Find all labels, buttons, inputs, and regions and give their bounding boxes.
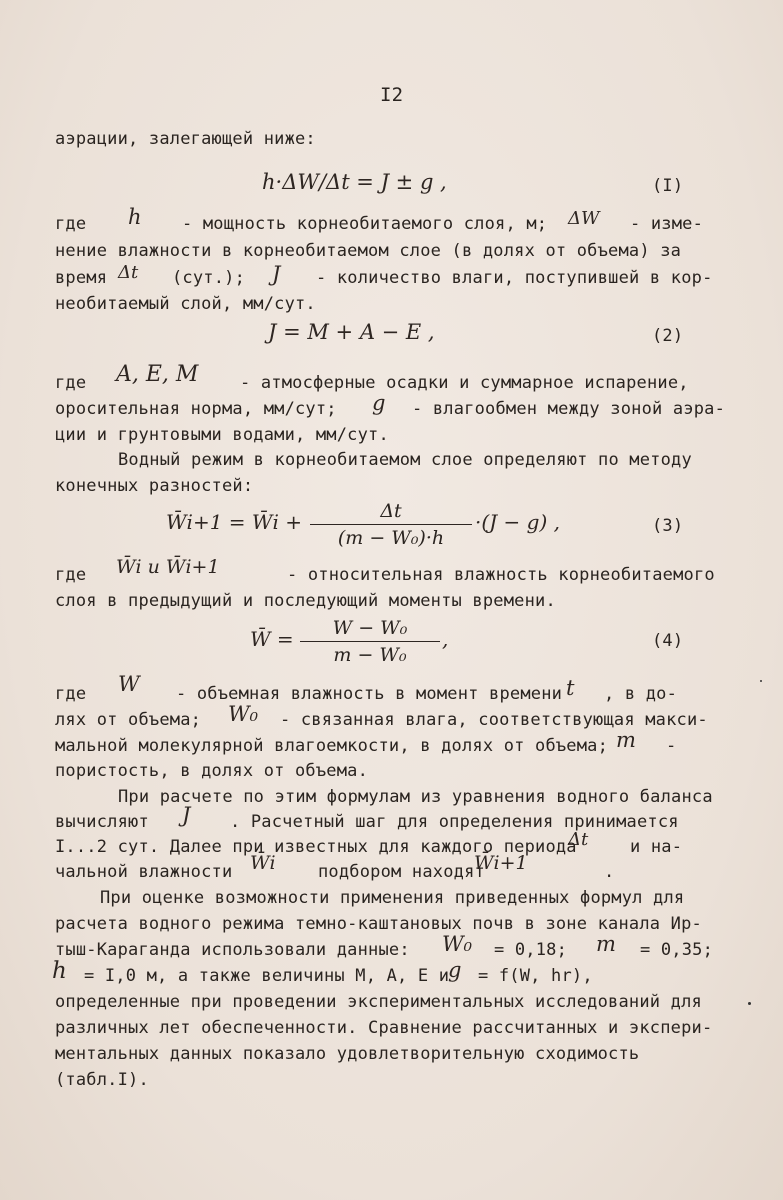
symbol-Wi: W̄i [250, 852, 276, 874]
text-line: = 0,18; [494, 940, 568, 960]
text-line: . [604, 862, 615, 882]
text-line: - количество влаги, поступившей в кор- [316, 268, 713, 288]
text-line: ментальных данных показало удовлетворительную сходимость [55, 1044, 640, 1064]
text-line: где [55, 565, 87, 585]
text-line: расчета водного режима темно-каштановых почв в зоне канала Ир- [55, 914, 702, 934]
symbol-dt: Δt [118, 262, 139, 283]
symbol-J: J [272, 262, 281, 286]
symbol-W0: W₀ [228, 702, 259, 726]
text-line: чальной влажности [55, 862, 233, 882]
text-line: При расчете по этим формулам из уравнения водного баланса [118, 787, 713, 807]
text-line: - [666, 736, 677, 756]
symbol-Wi-pair: W̄i и W̄i+1 [116, 556, 220, 578]
text-line: тыш-Караганда использовали данные: [55, 940, 410, 960]
text-line: (сут.); [172, 268, 246, 288]
fraction-bar [300, 641, 440, 642]
symbol-J: J [182, 803, 191, 827]
equation-3-fraction [310, 500, 472, 549]
symbol-m: m [616, 728, 636, 752]
symbol-dt: Δt [568, 829, 589, 850]
text-line: I...2 сут. Далее при известных для каждого периода [55, 837, 577, 857]
symbol-W: W [118, 672, 140, 696]
equation-2-number: (2) [652, 326, 684, 346]
text-line: - мощность корнеобитаемого слоя, м; [182, 214, 548, 234]
text-line: - относительная влажность корнеобитаемого [287, 565, 715, 585]
text-line: слоя в предыдущий и последующий моменты времени. [55, 591, 556, 611]
text-line: = f(W, hr), [478, 966, 593, 986]
text-line: = I,0 м, а также величины М, А, Е и [84, 966, 450, 986]
speck [760, 680, 762, 682]
text-line: При оценке возможности применения приведенных формул для [100, 888, 685, 908]
text-line: ции и грунтовыми водами, мм/сут. [55, 425, 389, 445]
text-line: (табл.I). [55, 1070, 149, 1090]
symbol-g: g [448, 958, 462, 982]
text-line: - объемная влажность в момент времени [176, 684, 563, 704]
text-line: . Расчетный шаг для определения принимается [230, 812, 679, 832]
text-line: различных лет обеспеченности. Сравнение рассчитанных и экспери- [55, 1018, 713, 1038]
text-line: где [55, 684, 87, 704]
equation-3-rhs: ·(J − g) , [475, 510, 560, 534]
symbol-m: m [596, 932, 616, 956]
equation-4-number: (4) [652, 631, 684, 651]
equation-3-numerator: Δt [380, 500, 402, 522]
equation-1: h·ΔW/Δt = J ± g , [262, 170, 447, 194]
equation-1-number: (I) [652, 176, 684, 196]
text-line: и на- [630, 837, 683, 857]
text-line: нение влажности в корнеобитаемом слое (в долях от объема) за [55, 241, 682, 261]
equation-3-lhs: W̄i+1 = W̄i + [166, 510, 302, 534]
text-line: - влагообмен между зоной аэра- [412, 399, 726, 419]
text-line: = 0,35; [640, 940, 714, 960]
fraction-bar [310, 524, 472, 525]
text-line: Водный режим в корнеобитаемом слое определяют по методу [118, 450, 692, 470]
text-line: время [55, 268, 108, 288]
text-line: подбором находят [318, 862, 485, 882]
equation-4-comma: , [442, 627, 449, 651]
symbol-Wi1: W̄i+1 [474, 852, 528, 874]
text-line: где [55, 373, 87, 393]
text-line: где [55, 214, 87, 234]
text-line: оросительная норма, мм/сут; [55, 399, 337, 419]
equation-4-denominator: m − W₀ [333, 644, 407, 666]
equation-3-number: (3) [652, 516, 684, 536]
equation-3-denominator: (m − W₀)·h [337, 527, 445, 549]
text-line: мальной молекулярной влагоемкости, в долях от объема; [55, 736, 609, 756]
text-line: лях от объема; [55, 710, 202, 730]
symbol-h: h [52, 958, 67, 984]
symbol-AEM: A, E, M [116, 362, 199, 387]
symbol-h: h [128, 205, 142, 229]
symbol-t: t [566, 676, 575, 700]
equation-2: J = M + A − E , [268, 320, 435, 344]
text-line: пористость, в долях от объема. [55, 761, 369, 781]
text-line: - связанная влага, соответствующая макси- [280, 710, 708, 730]
text-line: вычисляют [55, 812, 149, 832]
text-line: , в до- [604, 684, 678, 704]
equation-4-numerator: W − W₀ [332, 617, 408, 639]
text-line: конечных разностей: [55, 476, 254, 496]
text-line: аэрации, залегающей ниже: [55, 129, 316, 149]
text-line: - атмосферные осадки и суммарное испарение, [240, 373, 689, 393]
text-line: необитаемый слой, мм/сут. [55, 294, 316, 314]
text-line: - изме- [630, 214, 704, 234]
symbol-g: g [372, 391, 386, 415]
page-number: I2 [380, 84, 404, 106]
text-line: определенные при проведении экспериментальных исследований для [55, 992, 702, 1012]
equation-4-fraction [300, 617, 440, 666]
symbol-dW: ΔW [568, 208, 600, 229]
equation-4-lhs: W̄ = [250, 627, 294, 651]
speck [748, 1002, 751, 1005]
symbol-W0: W₀ [442, 932, 473, 956]
